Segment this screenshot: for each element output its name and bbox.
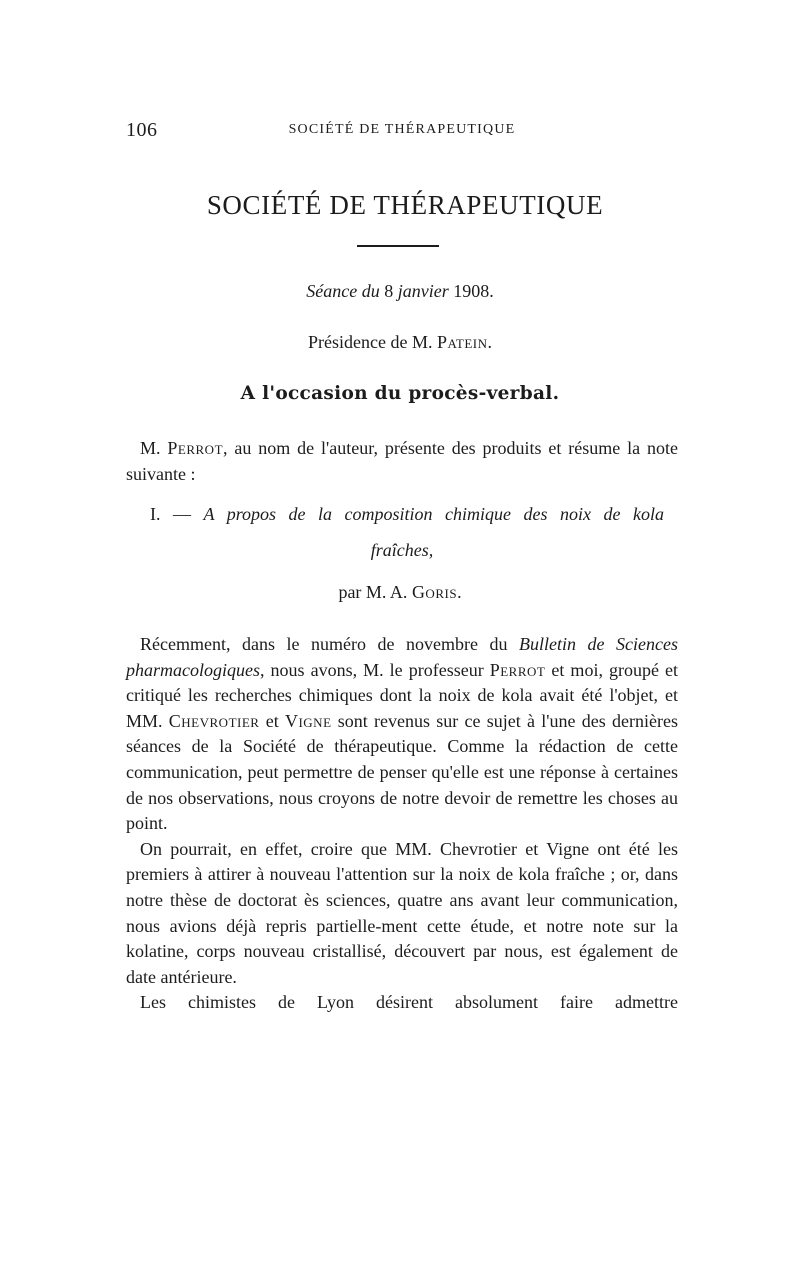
journal-title: Bulletin de Sciences pharmacologiques [126,634,678,680]
section-heading: A l'occasion du procès-verbal. [240,383,560,404]
page-title: SOCIÉTÉ DE THÉRAPEUTIQUE [206,190,604,220]
article-title-text-1: A propos de la composition chimique des noix de kola [203,504,664,524]
author-name: Goris [411,582,458,602]
page-number: 106 [126,119,158,141]
seance-month: janvier [397,281,449,301]
article-byline [100,582,700,603]
paragraph-2: On pourrait, en effet, croire que MM. Chevrotier et Vigne ont été les premiers à attirer à nouveau l'attention sur la noix de kola fraîche ; or, dans notre thèse de doctorat ès sciences, quatre ans avant leur communication, nous avions déjà repris partielle-ment cette étude, et notre note sur la kolatine, corps nouveau cristallisé, découvert par nous, est également de date antérieure. [126,838,678,987]
article-title-line-1 [126,502,678,528]
running-head-title: SOCIÉTÉ DE THÉRAPEUTIQUE [288,122,516,137]
p1-text-d: et [259,710,285,731]
president-name: Patein [436,332,488,352]
name-chevrotier: Chevrotier [168,710,260,731]
intro-text: , au nom de l'auteur, présente des produits et résume la note suivante : [126,438,679,484]
intro-paragraph [126,436,678,487]
presidence-suffix: . [487,332,493,352]
name-perrot: Perrot [489,659,546,680]
p1-text-c: et moi, groupé et critiqué les recherches chimiques dont la noix de kola avait été l'objet, et MM. [126,659,679,731]
byline-prefix: par M. A. [338,582,408,602]
intro-prefix: M. [140,438,161,458]
p1-text-e: sont revenus sur ce sujet à l'une des dernières séances de la Société de thérapeutique. Comme la rédaction de cette communication, peut permettre de penser qu'elle est une réponse à certaines de nos observations, nous croyons de notre devoir de remettre les choses au point. [126,710,678,834]
article-numeral: I. — [150,504,191,524]
intro-name: Perrot [167,438,224,458]
p1-text-a: Récemment, dans le numéro de novembre du [140,634,520,654]
p1-text-b: , nous avons, M. le professeur [260,659,490,680]
article-title-line-2: fraîches, [370,539,434,560]
paragraph-3: Les chimistes de Lyon désirent absolument faire admettre [140,992,678,1013]
name-vigne: Vigne [284,710,332,731]
article-title [126,502,678,563]
presidence-prefix: Présidence de M. [307,332,433,352]
title-divider [357,245,439,247]
session-date [100,281,700,302]
presidence-line [100,332,700,353]
seance-year: 1908. [453,281,494,301]
seance-prefix: Séance du [306,281,380,301]
running-head [126,119,678,143]
paragraph-1 [126,632,678,837]
seance-day: 8 [384,281,394,301]
byline-suffix: . [457,582,462,602]
article-body [126,632,678,1016]
